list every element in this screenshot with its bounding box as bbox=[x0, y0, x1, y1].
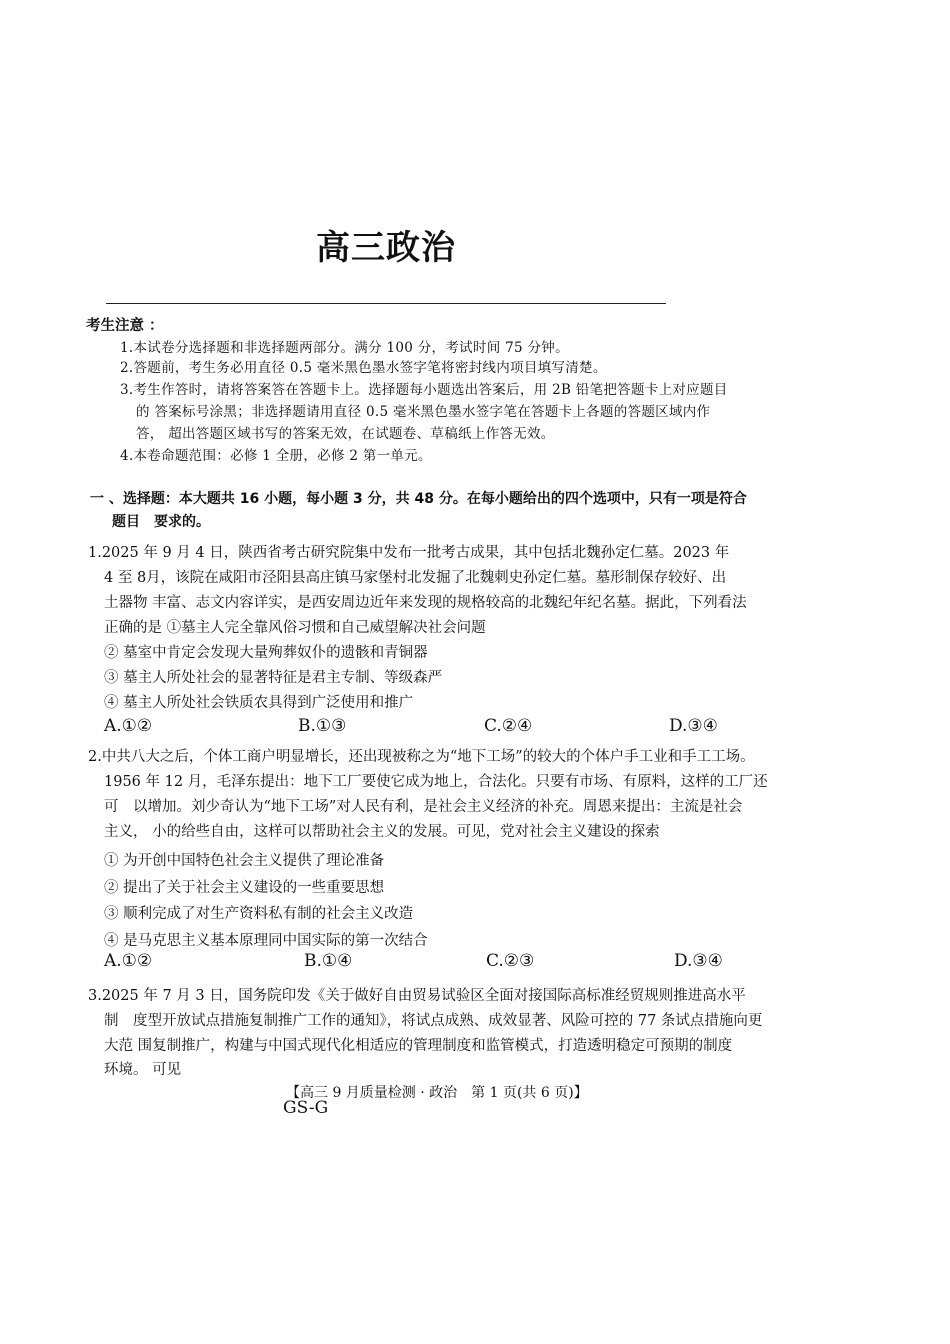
q2-text: 主义， 小的给些自由，这样可以帮助社会主义的发展。可见，党对社会主义建设的探索 bbox=[104, 824, 660, 840]
q1-text: 土器物 丰富、志文内容详实，是西安周边近年来发现的规格较高的北魏纪年纪名墓。据此，下列看法 bbox=[104, 595, 747, 611]
q2-text: 可 以增加。刘少奇认为“地下工场”对人民有利，是社会主义经济的补充。周恩来提出：主流是社会 bbox=[104, 799, 743, 815]
title-divider bbox=[106, 303, 666, 304]
q1-item: ④ 墓主人所处社会铁质农具得到广泛使用和推广 bbox=[104, 695, 414, 711]
q3-text: 3.2025 年 7 月 3 日，国务院印发《关于做好自由贸易试验区全面对接国际高标准经贸规则推进高水平 bbox=[88, 988, 746, 1004]
section-heading: 一 、选择题：本大题共 16 小题，每小题 3 分，共 48 分。在每小题给出的四个选项中，只有一项是符合 bbox=[90, 491, 747, 507]
q1-option-b: B.①③ bbox=[298, 716, 347, 736]
q1-option-c: C.②④ bbox=[484, 716, 533, 736]
notice-heading: 考生注意 ： bbox=[86, 318, 164, 334]
q2-option-b: B.①④ bbox=[304, 951, 353, 971]
q2-option-c: C.②③ bbox=[486, 951, 535, 971]
notice-line: 1.本试卷分选择题和非选择题两部分。满分 100 分，考试时间 75 分钟。 bbox=[120, 340, 569, 356]
q3-text: 大范 围复制推广，构建与中国式现代化相适应的管理制度和监管模式，打造透明稳定可预期的制度 bbox=[104, 1038, 733, 1054]
q2-option-d: D.③④ bbox=[674, 951, 723, 971]
notice-line: 2.答题前，考生务必用直径 0.5 毫米黑色墨水签字笔将密封线内项目填写清楚。 bbox=[120, 360, 607, 376]
q2-item: ② 提出了关于社会主义建设的一些重要思想 bbox=[104, 880, 385, 896]
page-footer: 【高三 9 月质量检测 · 政治 第 1 页(共 6 页)】 bbox=[286, 1085, 588, 1101]
q1-text: 4 至 8月，该院在咸阳市泾阳县高庄镇马家堡村北发掘了北魏刺史孙定仁墓。墓形制保存较好、出 bbox=[104, 570, 727, 586]
q1-item: ② 墓室中肯定会发现大量殉葬奴仆的遗骸和青铜器 bbox=[104, 645, 428, 661]
q2-item: ① 为开创中国特色社会主义提供了理论准备 bbox=[104, 853, 385, 869]
section-heading-cont: 题目 要求的。 bbox=[112, 514, 210, 530]
q1-text: 1.2025 年 9 月 4 日，陕西省考古研究院集中发布一批考古成果，其中包括北魏孙定仁墓。2023 年 bbox=[88, 545, 730, 561]
q3-text: 环境。 可见 bbox=[104, 1062, 182, 1078]
notice-line: 答， 超出答题区域书写的答案无效，在试题卷、草稿纸上作答无效。 bbox=[136, 426, 555, 442]
q2-option-a: A.①② bbox=[104, 951, 153, 971]
notice-line: 4.本卷命题范围：必修 1 全册，必修 2 第一单元。 bbox=[120, 448, 432, 464]
q1-option-d: D.③④ bbox=[669, 716, 718, 736]
page-title: 高三政治 bbox=[316, 228, 456, 268]
exam-code: GS-G bbox=[283, 1098, 329, 1118]
q1-option-a: A.①② bbox=[104, 716, 153, 736]
q2-item: ④ 是马克思主义基本原理同中国实际的第一次结合 bbox=[104, 933, 428, 949]
q2-text: 1956 年 12 月，毛泽东提出：地下工厂要使它成为地上，合法化。只要有市场、有原料，这样的工厂还 bbox=[104, 774, 768, 790]
q1-text: 正确的是 ①墓主人完全靠风俗习惯和自己威望解决社会问题 bbox=[104, 620, 486, 636]
q2-text: 2.中共八大之后，个体工商户明显增长，还出现被称之为“地下工场”的较大的个体户手工业和手工工场。 bbox=[88, 749, 755, 765]
q1-item: ③ 墓主人所处社会的显著特征是君主专制、等级森严 bbox=[104, 670, 443, 686]
q3-text: 制 度型开放试点措施复制推广工作的通知》，将试点成熟、成效显著、风险可控的 77 条试点措施向更 bbox=[104, 1013, 763, 1029]
notice-line: 3.考生作答时，请将答案答在答题卡上。选择题每小题选出答案后，用 2B 铅笔把答题卡上对应题目 bbox=[120, 382, 728, 398]
notice-line: 的 答案标号涂黑；非选择题请用直径 0.5 毫米黑色墨水签字笔在答题卡上各题的答题区域内作 bbox=[136, 404, 711, 420]
q2-item: ③ 顺利完成了对生产资料私有制的社会主义改造 bbox=[104, 906, 414, 922]
